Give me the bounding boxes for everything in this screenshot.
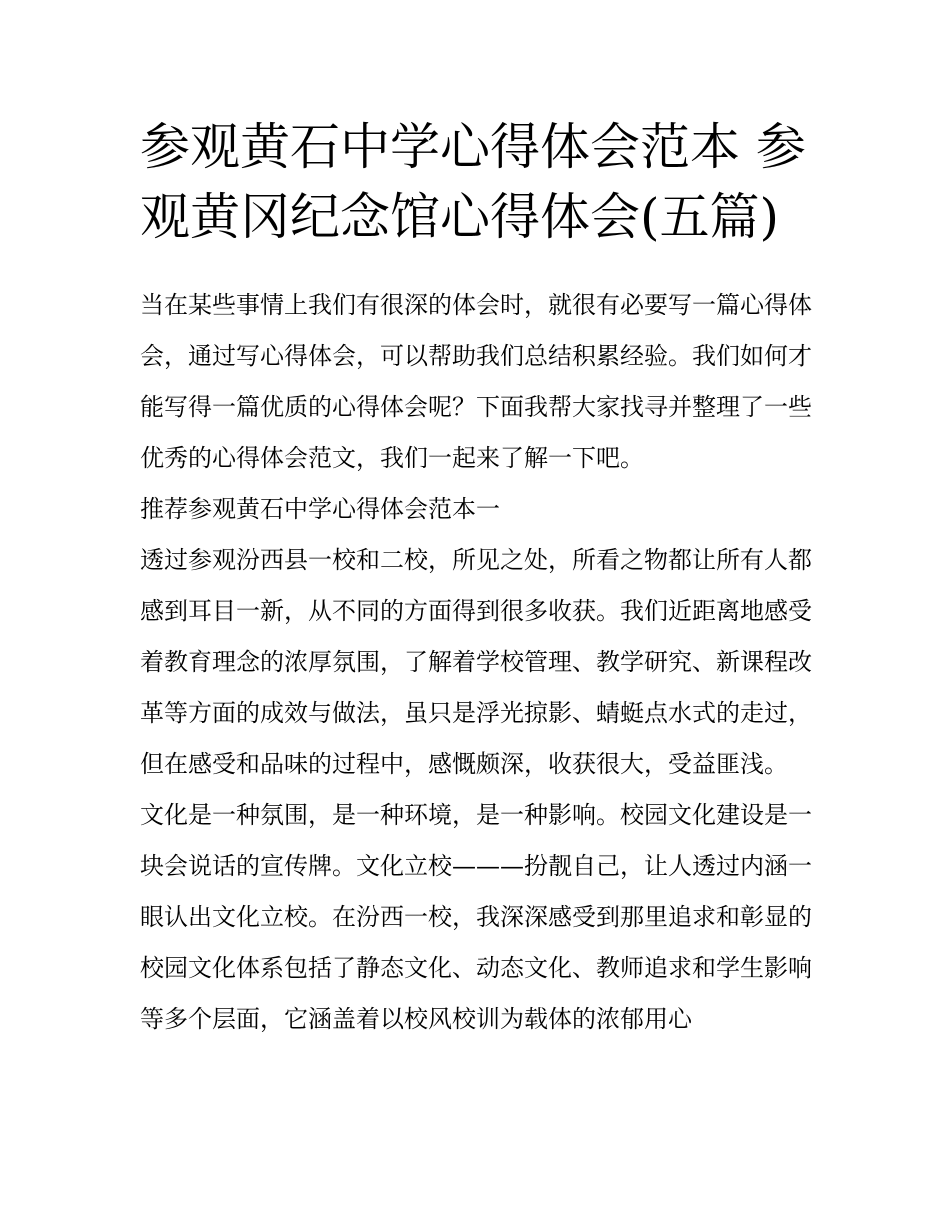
document-title: 参观黄石中学心得体会范本 参观黄冈纪念馆心得体会(五篇) xyxy=(140,118,806,246)
section-heading: 推荐参观黄石中学心得体会范本一 xyxy=(140,495,500,523)
body-paragraph: 文化是一种氛围，是一种环境，是一种影响。校园文化建设是一块会说话的宣传牌。文化立校———扮靓自己，让人透过内涵一眼认出文化立校。在汾西一校，我深深感受到那里追求和彰显的校园文化体系包括了静态文化、动态文化、教师追求和学生影响等多个层面，它涵盖着以校风校训为载体的浓郁用心 xyxy=(140,801,812,1033)
document-body xyxy=(140,280,812,1045)
document-content xyxy=(140,112,812,1045)
intro-paragraph: 当在某些事情上我们有很深的体会时，就很有必要写一篇心得体会，通过写心得体会，可以帮助我们总结积累经验。我们如何才能写得一篇优质的心得体会呢？下面我帮大家找寻并整理了一些优秀的心得体会范文，我们一起来了解一下吧。 xyxy=(140,291,812,472)
body-paragraph: 透过参观汾西县一校和二校，所见之处，所看之物都让所有人都感到耳目一新，从不同的方面得到很多收获。我们近距离地感受着教育理念的浓厚氛围，了解着学校管理、教学研究、新课程改革等方面的成效与做法，虽只是浮光掠影、蜻蜓点水式的走过，但在感受和品味的过程中，感慨颇深，收获很大，受益匪浅。 xyxy=(140,546,812,778)
